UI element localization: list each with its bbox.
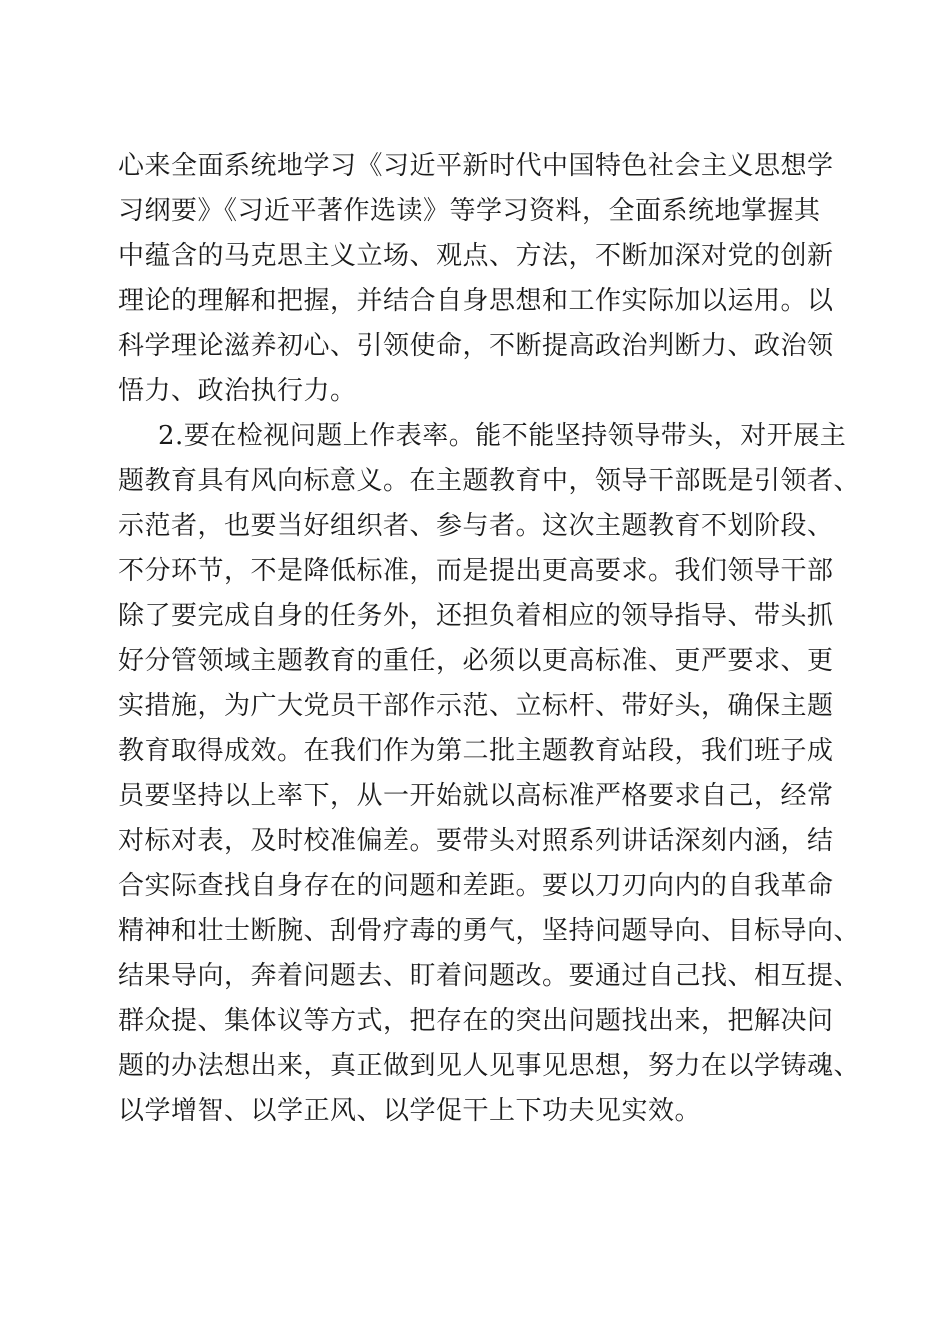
text-line: 习纲要》《习近平著作选读》等学习资料，全面系统地掌握其	[118, 196, 821, 226]
text-line: 员要坚持以上率下，从一开始就以高标准严格要求自己，经常	[118, 781, 834, 811]
text-line: 悟力、政治执行力。	[118, 376, 357, 406]
text-line: 好分管领域主题教育的重任，必须以更高标准、更严要求、更	[118, 646, 834, 676]
text-line: 中蕴含的马克思主义立场、观点、方法，不断加深对党的创新	[118, 241, 834, 271]
paragraph-heading-line: 2.要在检视问题上作表率。能不能坚持领导带头，对开展主	[158, 421, 847, 451]
text-line: 以学增智、以学正风、以学促干上下功夫见实效。	[118, 1096, 702, 1126]
text-line: 理论的理解和把握，并结合自身思想和工作实际加以运用。以	[118, 286, 834, 316]
text-line: 科学理论滋养初心、引领使命，不断提高政治判断力、政治领	[118, 331, 834, 361]
text-line: 精神和壮士断腕、刮骨疗毒的勇气，坚持问题导向、目标导向、	[118, 916, 861, 946]
document-body	[118, 144, 861, 1134]
text-line: 实措施，为广大党员干部作示范、立标杆、带好头，确保主题	[118, 691, 834, 721]
text-line: 对标对表，及时校准偏差。要带头对照系列讲话深刻内涵，结	[118, 826, 834, 856]
text-line: 题教育具有风向标意义。在主题教育中，领导干部既是引领者、	[118, 466, 861, 496]
text-line: 不分环节，不是降低标准，而是提出更高要求。我们领导干部	[118, 556, 834, 586]
text-line: 除了要完成自身的任务外，还担负着相应的领导指导、带头抓	[118, 601, 834, 631]
text-line: 群众提、集体议等方式，把存在的突出问题找出来，把解决问	[118, 1006, 834, 1036]
text-line: 教育取得成效。在我们作为第二批主题教育站段，我们班子成	[118, 736, 834, 766]
text-line: 题的办法想出来，真正做到见人见事见思想，努力在以学铸魂、	[118, 1051, 861, 1081]
text-line: 心来全面系统地学习《习近平新时代中国特色社会主义思想学	[118, 151, 834, 181]
text-line: 示范者，也要当好组织者、参与者。这次主题教育不划阶段、	[118, 511, 834, 541]
text-line: 合实际查找自身存在的问题和差距。要以刀刃向内的自我革命	[118, 871, 834, 901]
text-line: 结果导向，奔着问题去、盯着问题改。要通过自己找、相互提、	[118, 961, 861, 991]
